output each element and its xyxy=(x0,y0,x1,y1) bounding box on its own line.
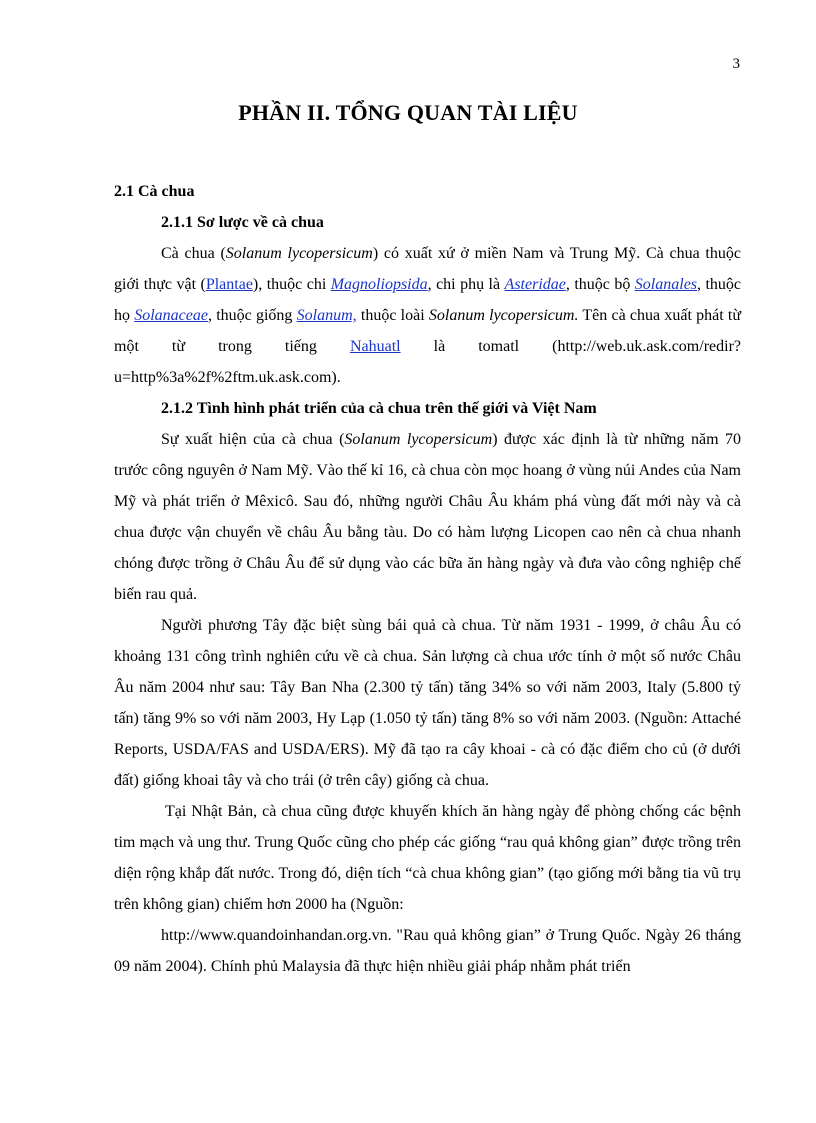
paragraph-history xyxy=(114,424,741,610)
source-url: (http://web.uk.ask.com/redir?u=http%3a%2f%2ftm.uk.ask.com). xyxy=(114,338,741,386)
text-run: , thuộc bộ xyxy=(565,276,635,293)
paragraph-origin xyxy=(114,238,741,393)
paragraph-europe: Người phương Tây đặc biệt sùng bái quả cà chua. Từ năm 1931 - 1999, ở châu Âu có khoảng 131 công trình nghiên cứu về cà chua. Sản lượng cà chua ước tính ở một số nước Châu Âu năm 2004 như sau: Tây Ban Nha (2.300 tỷ tấn) tăng 34% so với năm 2003, Italy (5.800 tỷ tấn) tăng 9% so với năm 2003, Hy Lạp (1.050 tỷ tấn) tăng 8% so với năm 2003. (Nguồn: Attaché Reports, USDA/FAS and USDA/ERS). Mỹ đã tạo ra cây khoai - cà có đặc điểm cho củ (ở dưới đất) giống khoai tây và cho trái (ở trên cây) giống cà chua. xyxy=(114,617,741,789)
text-run: ), thuộc chi xyxy=(252,276,331,293)
text-run: Cà chua ( xyxy=(161,245,226,262)
link-magnoliopsida[interactable]: Magnoliopsida xyxy=(330,276,428,293)
scientific-name: Solanum lycopersicum xyxy=(344,431,493,448)
text-run: ) có xuất xứ ở miền Nam và Trung Mỹ. Cà chua thuộc giới thực vật ( xyxy=(114,245,741,293)
text-run: thuộc loài xyxy=(356,307,429,324)
scientific-name: Solanum lycopersicum. xyxy=(428,307,579,324)
link-solanum[interactable]: Solanum, xyxy=(296,307,357,324)
link-nahuatl[interactable]: Nahuatl xyxy=(349,338,401,355)
link-solanales[interactable]: Solanales xyxy=(634,276,698,293)
page-number: 3 xyxy=(732,56,740,72)
text-run: là tomatl xyxy=(400,338,520,355)
text-run: Tên cà chua xuất phát từ một từ trong tiếng xyxy=(114,307,742,355)
link-plantae[interactable]: Plantae xyxy=(205,276,253,293)
text-run: , thuộc họ xyxy=(114,276,742,324)
link-asteridae[interactable]: Asteridae xyxy=(504,276,566,293)
scientific-name: Solanum lycopersicum xyxy=(225,245,373,262)
paragraph-malaysia: http://www.quandoinhandan.org.vn. "Rau quả không gian” ở Trung Quốc. Ngày 26 tháng 09 năm 2004). Chính phủ Malaysia đã thực hiện nhiều giải pháp nhằm phát triển xyxy=(114,927,741,975)
document-body xyxy=(114,176,741,982)
chapter-title: PHẦN II. TỔNG QUAN TÀI LIỆU xyxy=(238,100,578,125)
text-run: Sự xuất hiện của cà chua ( xyxy=(161,431,345,448)
text-run: , chi phụ là xyxy=(427,276,505,293)
paragraph-japan-china: Tại Nhật Bản, cà chua cũng được khuyến khích ăn hàng ngày để phòng chống các bệnh tim mạch và ung thư. Trung Quốc cũng cho phép các giống “rau quả không gian” được trồng trên diện rộng khắp đất nước. Trong đó, diện tích “cà chua không gian” (tạo giống mới bằng tia vũ trụ trên không gian) chiếm hơn 2000 ha (Nguồn: xyxy=(114,803,741,913)
text-run: , thuộc giống xyxy=(207,307,297,324)
link-solanaceae[interactable]: Solanaceae xyxy=(134,307,208,324)
text-run: ) được xác định là từ những năm 70 trước công nguyên ở Nam Mỹ. Vào thế kỉ 16, cà chua còn mọc hoang ở vùng núi Andes của Nam Mỹ và phát triển ở Mêxicô. Sau đó, những người Châu Âu khám phá vùng đất mới này và cà chua được vận chuyển về châu Âu bằng tàu. Do có hàm lượng Licopen cao nên cà chua nhanh chóng được trồng ở Châu Âu để sử dụng vào các bữa ăn hàng ngày và đưa vào công nghiệp chế biến rau quả. xyxy=(114,431,742,603)
section-heading-2-1-1: 2.1.1 Sơ lược về cà chua xyxy=(161,214,324,231)
section-heading-2-1-2: 2.1.2 Tình hình phát triển của cà chua trên thế giới và Việt Nam xyxy=(161,400,597,417)
section-heading-2-1: 2.1 Cà chua xyxy=(114,183,195,200)
